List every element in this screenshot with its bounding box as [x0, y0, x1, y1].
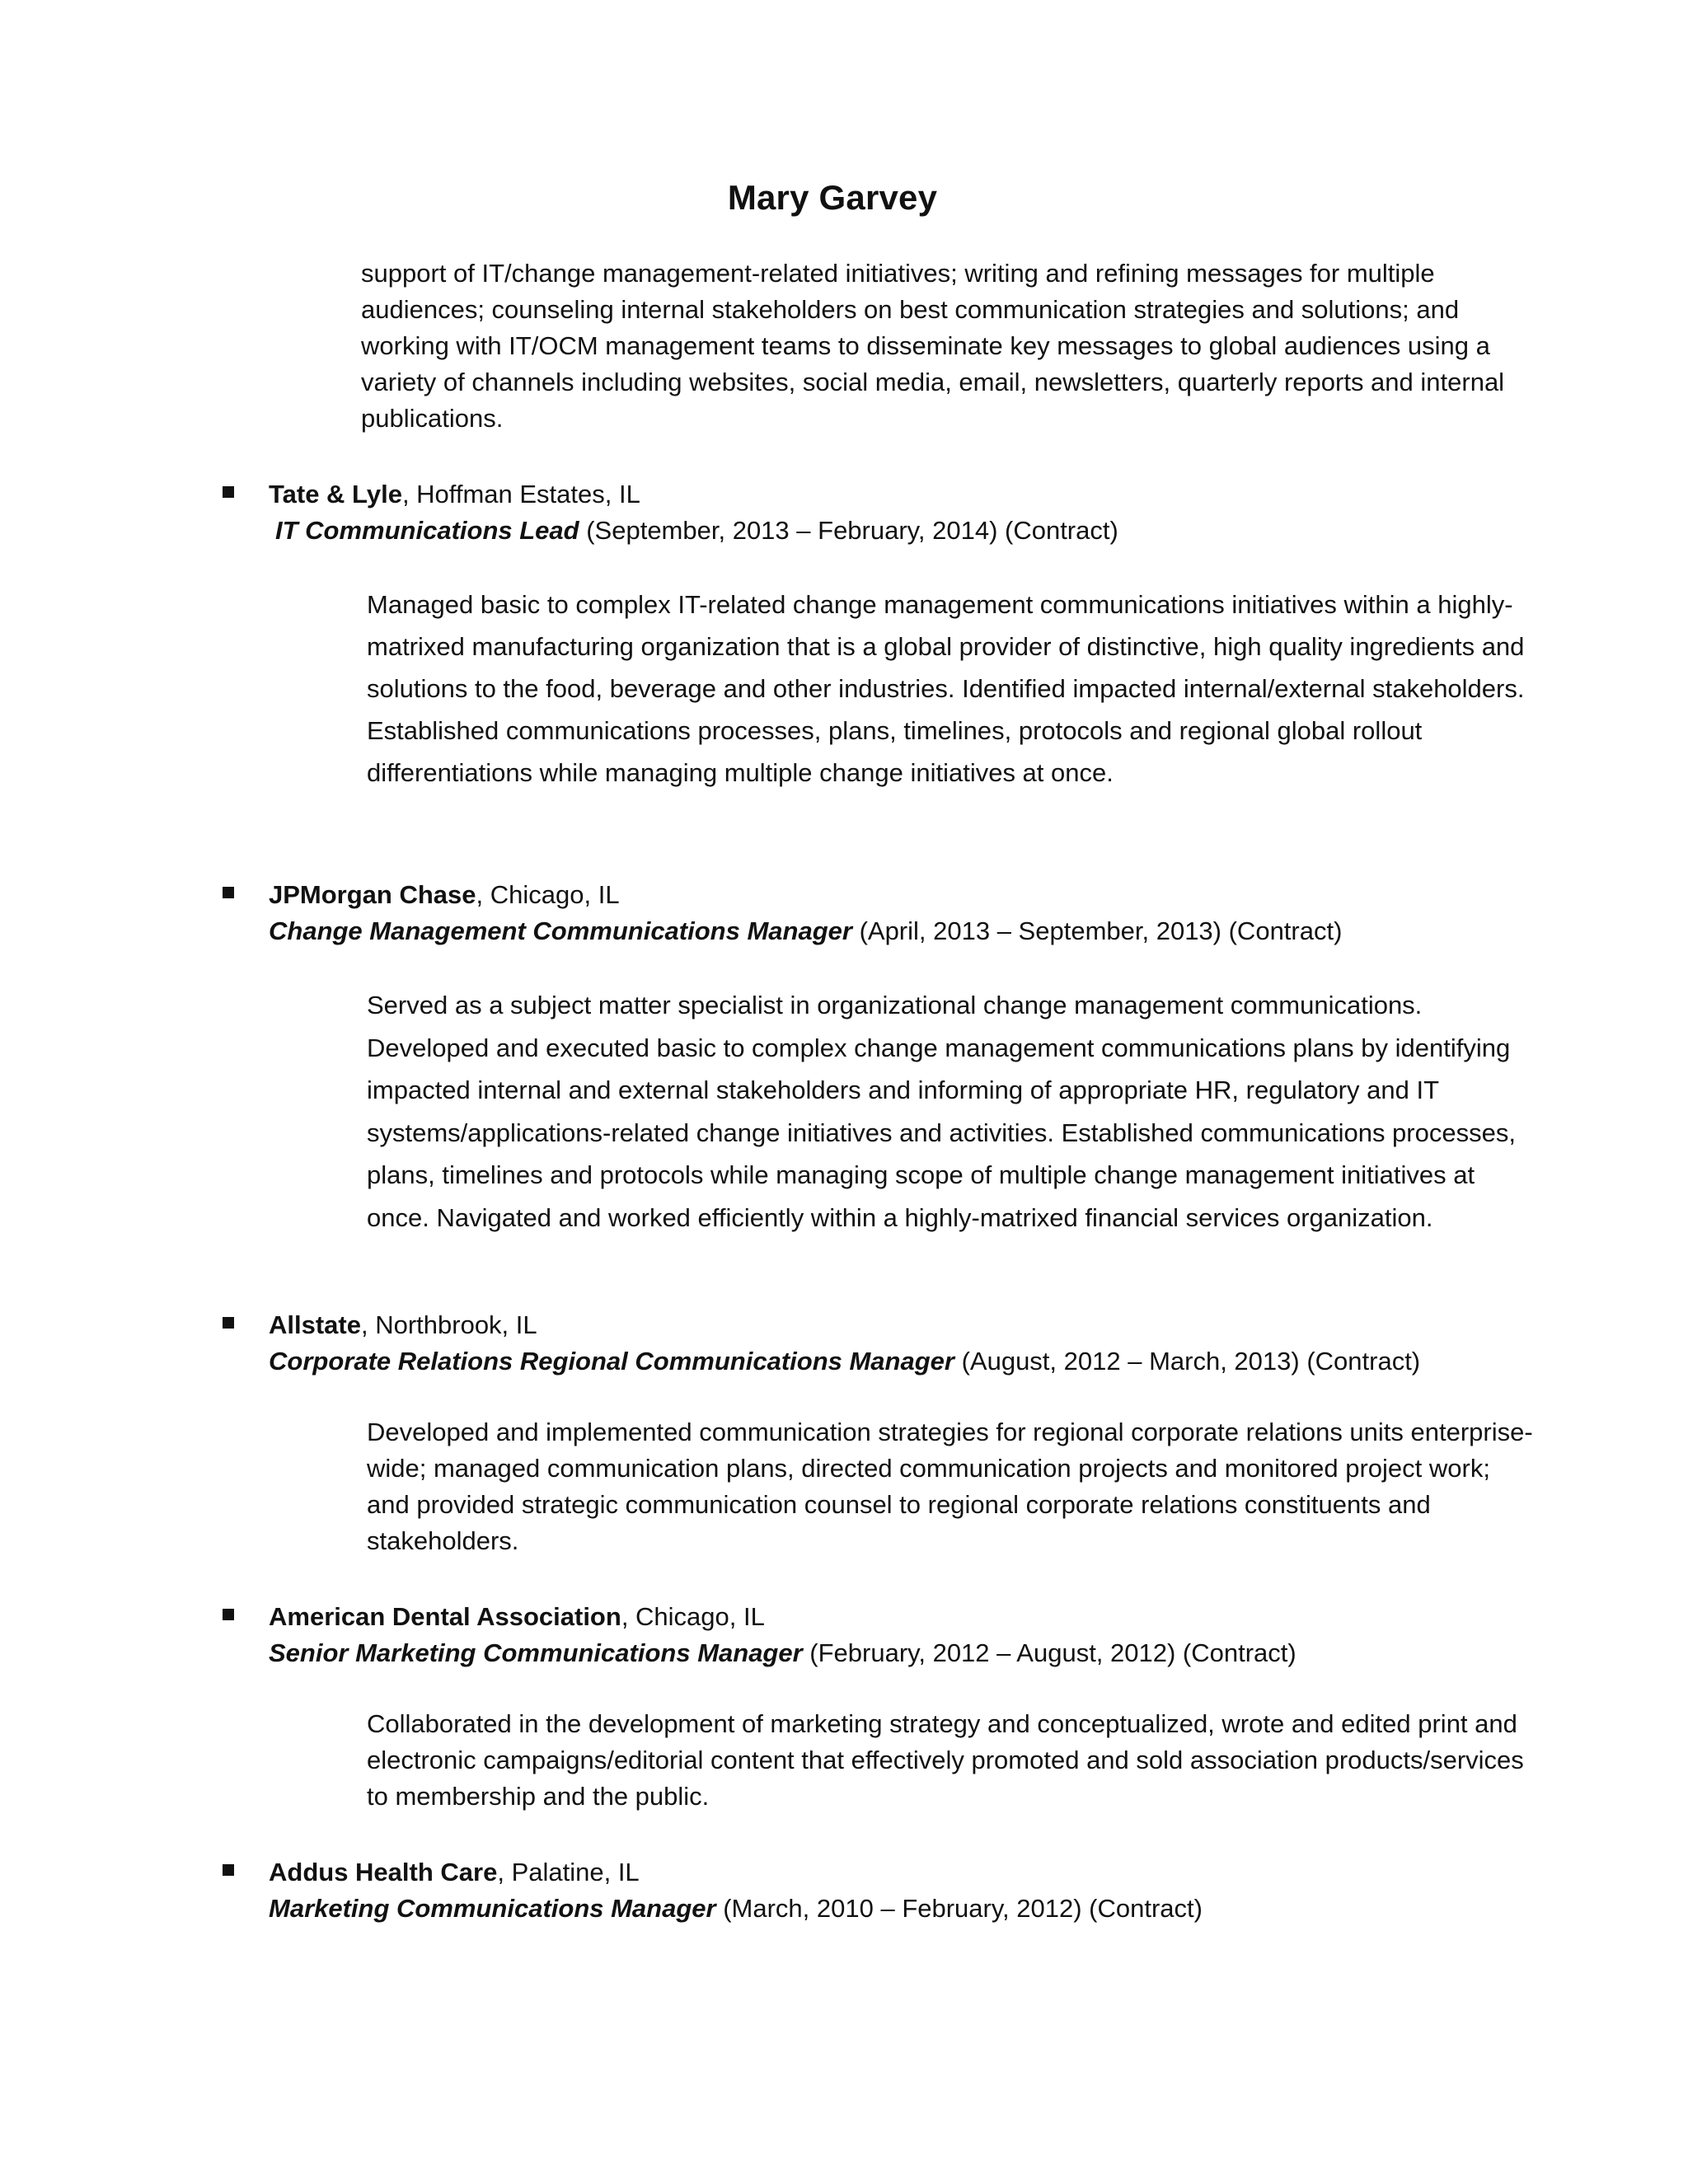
- company-name: JPMorgan Chase: [269, 880, 476, 909]
- company-location: , Hoffman Estates, IL: [401, 480, 640, 509]
- job-dates: (September, 2013 – February, 2014) (Contract): [579, 516, 1118, 545]
- company-location: , Chicago, IL: [476, 880, 620, 909]
- job-dates: (April, 2013 – September, 2013) (Contract): [851, 916, 1343, 945]
- company-location: , Palatine, IL: [497, 1858, 640, 1886]
- resume-name: Mary Garvey: [727, 178, 938, 217]
- job-title: Corporate Relations Regional Communications Manager: [269, 1347, 954, 1376]
- job-heading: [269, 1854, 640, 1891]
- intro-paragraph: support of IT/change management-related initiatives; writing and refining messages for multiple audiences; counseling internal stakeholders on best communication strategies and solutions; and working with IT/OCM management teams to disseminate key messages to global audiences using a variety of channels including websites, social media, email, newsletters, quarterly reports and internal publications.: [361, 259, 1505, 433]
- job-description-jpmorgan: Served as a subject matter specialist in organizational change management communications. Developed and executed basic to complex change management communications plans by identifying impacted internal and external stakeholders and informing of appropriate HR, regulatory and IT systems/applications-related change initiatives and activities. Established communications processes, plans, timelines and protocols while managing scope of multiple change management initiatives at once. Navigated and worked efficiently within a highly-matrixed financial services organization.: [367, 991, 1516, 1232]
- job-dates: (March, 2010 – February, 2012) (Contract): [715, 1894, 1203, 1923]
- job-heading: [269, 1599, 765, 1635]
- job-heading: [269, 1307, 537, 1343]
- job-heading: [269, 476, 640, 513]
- job-role-line: [269, 913, 1342, 949]
- job-description-ada: Collaborated in the development of marketing strategy and conceptualized, wrote and edited print and electronic campaigns/editorial content that effectively promoted and sold association products/services to membership and the public.: [367, 1709, 1524, 1811]
- job-role-line: [269, 1343, 1420, 1380]
- job-role-line: [275, 513, 1118, 549]
- job-role-line: [269, 1891, 1203, 1927]
- bullet-icon: [223, 887, 234, 898]
- job-title: Marketing Communications Manager: [269, 1894, 716, 1923]
- job-title: IT Communications Lead: [275, 516, 579, 545]
- job-dates: (February, 2012 – August, 2012) (Contract): [802, 1638, 1296, 1667]
- job-title: Senior Marketing Communications Manager: [269, 1638, 803, 1667]
- job-role-line: [269, 1635, 1296, 1671]
- bullet-icon: [223, 486, 234, 498]
- company-location: , Chicago, IL: [621, 1602, 765, 1631]
- company-name: American Dental Association: [269, 1602, 621, 1631]
- job-heading: [269, 877, 620, 913]
- job-dates: (August, 2012 – March, 2013) (Contract): [954, 1347, 1421, 1376]
- bullet-icon: [223, 1609, 234, 1620]
- job-description-allstate: Developed and implemented communication strategies for regional corporate relations units enterprise-wide; managed communication plans, directed communication projects and monitored project work; and provided strategic communication counsel to regional corporate relations constituents and stakeholders.: [367, 1418, 1533, 1555]
- company-name: Addus Health Care: [269, 1858, 498, 1886]
- job-description-tate-lyle: Managed basic to complex IT-related change management communications initiatives within a highly-matrixed manufacturing organization that is a global provider of distinctive, high quality ingredients and solutions to the food, beverage and other industries. Identified impacted internal/external stakeholders. Established communications processes, plans, timelines, protocols and regional global rollout differentiations while managing multiple change initiatives at once.: [367, 590, 1525, 787]
- company-name: Tate & Lyle: [269, 480, 402, 509]
- company-name: Allstate: [269, 1310, 361, 1339]
- company-location: , Northbrook, IL: [360, 1310, 537, 1339]
- bullet-icon: [223, 1317, 234, 1329]
- job-title: Change Management Communications Manager: [269, 916, 852, 945]
- bullet-icon: [223, 1864, 234, 1876]
